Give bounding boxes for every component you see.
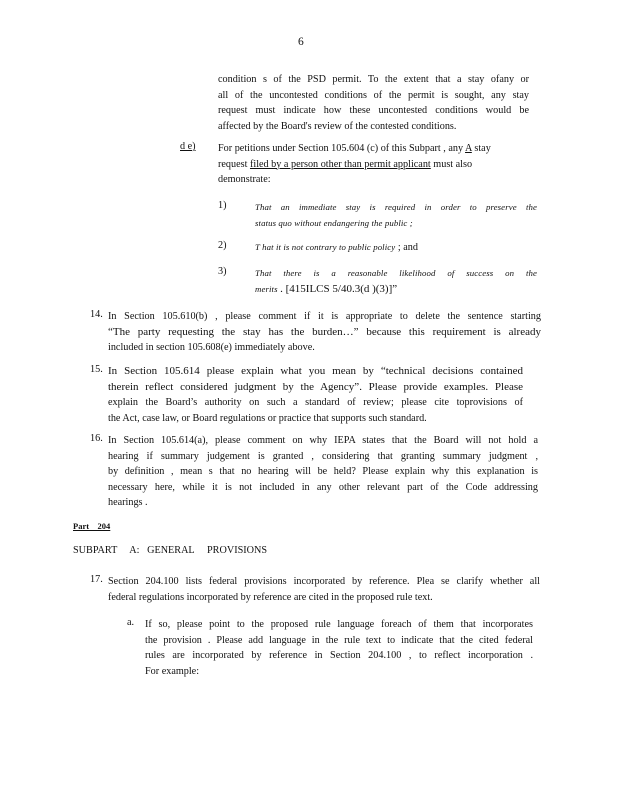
item-label-de: d e) [180, 141, 196, 152]
text-line: explain the Board’s authority on such a standard of review; please cite toprovisions of [108, 397, 523, 408]
sub-item-number: 2) [218, 240, 227, 251]
item-number: 15. [90, 364, 103, 375]
text-line [218, 141, 538, 157]
item-de-paragraph [218, 141, 538, 188]
sub-item-2 [255, 240, 537, 256]
text-line: “The party requesting the stay has the burden…” because this requirement is already [108, 325, 541, 338]
sub-item-1 [255, 200, 537, 231]
sub-item-number: 3) [218, 266, 227, 277]
text-line: therein reflect considered judgment by the Agency”. Please provide examples. Please [108, 380, 523, 393]
text-line: In Section 105.614(a), please comment on why IEPA states that the Board will not hold a [108, 435, 538, 446]
text-line: For example: [145, 665, 200, 677]
text-fragment: For petitions under Section 105.604 (c) of this Subpart , any [218, 143, 464, 154]
item-number: 17. [90, 574, 103, 585]
text-fragment: must also [433, 158, 473, 170]
part-heading: Part 204 [73, 521, 111, 531]
text-line: hearing if summary judgement is granted , considering that granting summary judgment , [108, 450, 538, 462]
item-number: 16. [90, 433, 103, 444]
text-line: That there is a reasonable likelihood of success on the [255, 268, 537, 278]
item-17-paragraph [108, 574, 540, 605]
text-line: If so, please point to the proposed rule language foreach of them that incorporates [145, 619, 533, 630]
sub-item-3 [255, 266, 537, 297]
text-line: necessary here, while it is not included in any other relevant part of the Code addressing [108, 481, 538, 493]
text-line: by definition , mean s that no hearing will be held? Please explain why this explanation is [108, 466, 538, 477]
text-line: federal regulations incorporated by reference are cited in the proposed rule text. [108, 591, 433, 603]
text-line: affected by the Board's review of the contested conditions. [218, 120, 457, 132]
item-16-paragraph [108, 433, 538, 511]
underlined-text: filed by a person other than permit applicant [249, 158, 431, 170]
text-line [255, 282, 537, 298]
item-14-paragraph [108, 309, 541, 356]
underlined-text: A [465, 143, 472, 154]
text-fragment: stay [474, 143, 491, 154]
sub-item-number: 1) [218, 200, 227, 211]
text-line: rules are incorporated by reference in Section 204.100 , to reflect incorporation . [145, 650, 533, 661]
text-fragment: merits [255, 283, 278, 294]
text-line: hearings . [108, 497, 148, 508]
text-line: all of the uncontested conditions of the permit is sought, any stay [218, 89, 529, 101]
statute-citation: . [415ILCS 5/40.3(d )(3)]” [280, 282, 398, 295]
text-line: That an immediate stay is required in order to preserve the [255, 202, 537, 212]
item-15-paragraph [108, 364, 523, 426]
text-fragment: request [218, 158, 248, 170]
page-number: 6 [298, 36, 304, 48]
item-17a-paragraph [145, 617, 533, 679]
text-line: In Section 105.610(b) , please comment if it is appropriate to delete the sentence starting [108, 311, 541, 322]
text-line: included in section 105.608(e) immediately above. [108, 342, 315, 353]
text-line: demonstrate: [218, 174, 271, 185]
subpart-heading: SUBPART A: GENERAL PROVISIONS [73, 545, 268, 556]
text-line [255, 240, 537, 256]
continuation-paragraph [218, 72, 529, 134]
text-fragment: ; and [395, 242, 418, 253]
text-line: In Section 105.614 please explain what you mean by “technical decisions contained [108, 365, 523, 377]
item-number: 14. [90, 309, 103, 320]
text-line: request must indicate how these uncontested conditions would be [218, 105, 529, 116]
text-fragment: T hat it is not contrary to public policy [255, 242, 396, 252]
text-line: the Act, case law, or Board regulations or practice that supports such standard. [108, 412, 427, 424]
text-line: Section 204.100 lists federal provisions incorporated by reference. Plea se clarify whether all [108, 576, 540, 587]
sub-item-number: a. [127, 617, 135, 628]
text-line: the provision . Please add language in the rule text to indicate that the cited federal [145, 634, 533, 646]
text-line: status quo without endangering the public ; [255, 217, 413, 228]
text-line: condition s of the PSD permit. To the extent that a stay ofany or [218, 74, 529, 85]
text-line [218, 157, 538, 173]
